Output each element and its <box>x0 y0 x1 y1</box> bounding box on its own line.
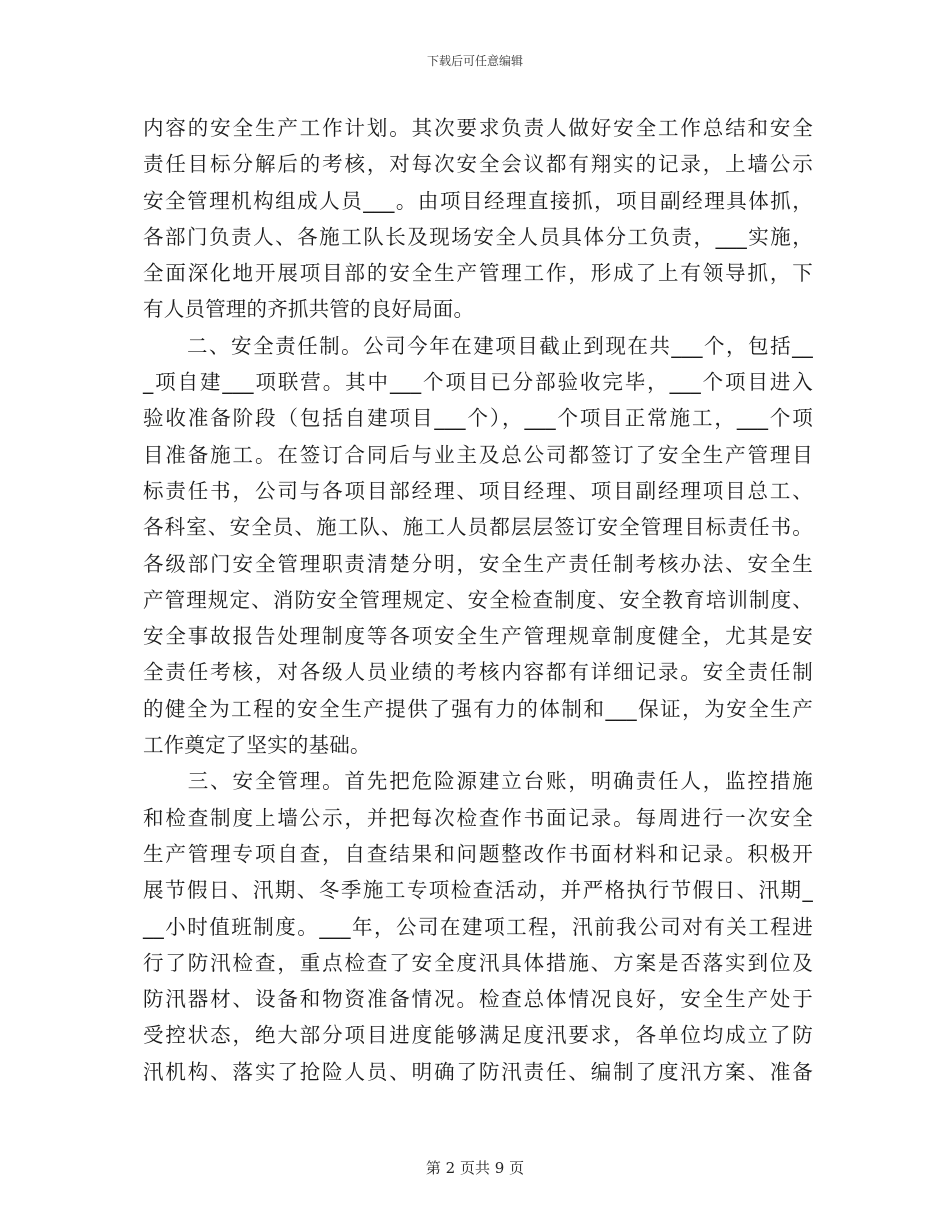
text-line: 的健全为工程的安全生产提供了强有力的体制和___保证，为安全生产 <box>143 696 813 721</box>
text-line: 展节假日、汛期、冬季施工专项检查活动，并严格执行节假日、汛期_ <box>143 878 813 903</box>
page-header: 下载后可任意编辑 <box>426 54 523 68</box>
text-line: 责任目标分解后的考核，对每次安全会议都有翔实的记录，上墙公示 <box>143 152 813 177</box>
document-body <box>143 110 813 1090</box>
text-line: 受控状态，绝大部分项目进度能够满足度汛要求，各单位均成立了防 <box>143 1023 813 1048</box>
text-line: 工作奠定了坚实的基础。 <box>143 733 371 758</box>
text-line: 各科室、安全员、施工队、施工人员都层层签订安全管理目标责任书。 <box>143 515 813 540</box>
text-line: 产管理规定、消防安全管理规定、安全检查制度、安全教育培训制度、 <box>143 587 813 612</box>
text-line: 生产管理专项自查，自查结果和问题整改作书面材料和记录。积极开 <box>143 841 813 866</box>
text-line: _项自建___项联营。其中___个项目已分部验收完毕，___个项目进入 <box>143 370 813 395</box>
text-line: __小时值班制度。___年，公司在建项工程，汛前我公司对有关工程进 <box>143 914 813 939</box>
text-line: 有人员管理的齐抓共管的良好局面。 <box>143 297 475 322</box>
text-line: 目准备施工。在签订合同后与业主及总公司都签订了安全生产管理目 <box>143 442 813 467</box>
text-line: 全责任考核，对各级人员业绩的考核内容都有详细记录。安全责任制 <box>143 660 813 685</box>
text-line: 标责任书，公司与各项目部经理、项目经理、项目副经理项目总工、 <box>143 478 813 503</box>
text-line: 安全事故报告处理制度等各项安全生产管理规章制度健全，尤其是安 <box>143 624 813 649</box>
text-line: 内容的安全生产工作计划。其次要求负责人做好安全工作总结和安全 <box>143 116 813 140</box>
text-line: 全面深化地开展项目部的安全生产管理工作，形成了上有领导抓，下 <box>143 261 813 286</box>
text-line: 验收准备阶段（包括自建项目___个），___个项目正常施工，___个项 <box>143 406 813 431</box>
text-line: 三、安全管理。首先把危险源建立台账，明确责任人，监控措施 <box>143 769 813 794</box>
text-line: 防汛器材、设备和物资准备情况。检查总体情况良好，安全生产处于 <box>143 987 813 1012</box>
text-line: 各级部门安全管理职责清楚分明，安全生产责任制考核办法、安全生 <box>143 551 813 576</box>
text-line: 安全管理机构组成人员___。由项目经理直接抓，项目副经理具体抓， <box>143 188 813 213</box>
text-line: 各部门负责人、各施工队长及现场安全人员具体分工负责，___实施， <box>143 224 813 249</box>
text-line: 二、安全责任制。公司今年在建项目截止到现在共___个，包括__ <box>143 333 813 358</box>
text-line: 和检查制度上墙公示，并把每次检查作书面记录。每周进行一次安全 <box>143 805 813 830</box>
page-footer: 第 2 页共 9 页 <box>425 1159 525 1177</box>
text-line: 行了防汛检查，重点检查了安全度汛具体措施、方案是否落实到位及 <box>143 950 813 975</box>
text-line: 汛机构、落实了抢险人员、明确了防汛责任、编制了度汛方案、准备 <box>143 1059 813 1084</box>
